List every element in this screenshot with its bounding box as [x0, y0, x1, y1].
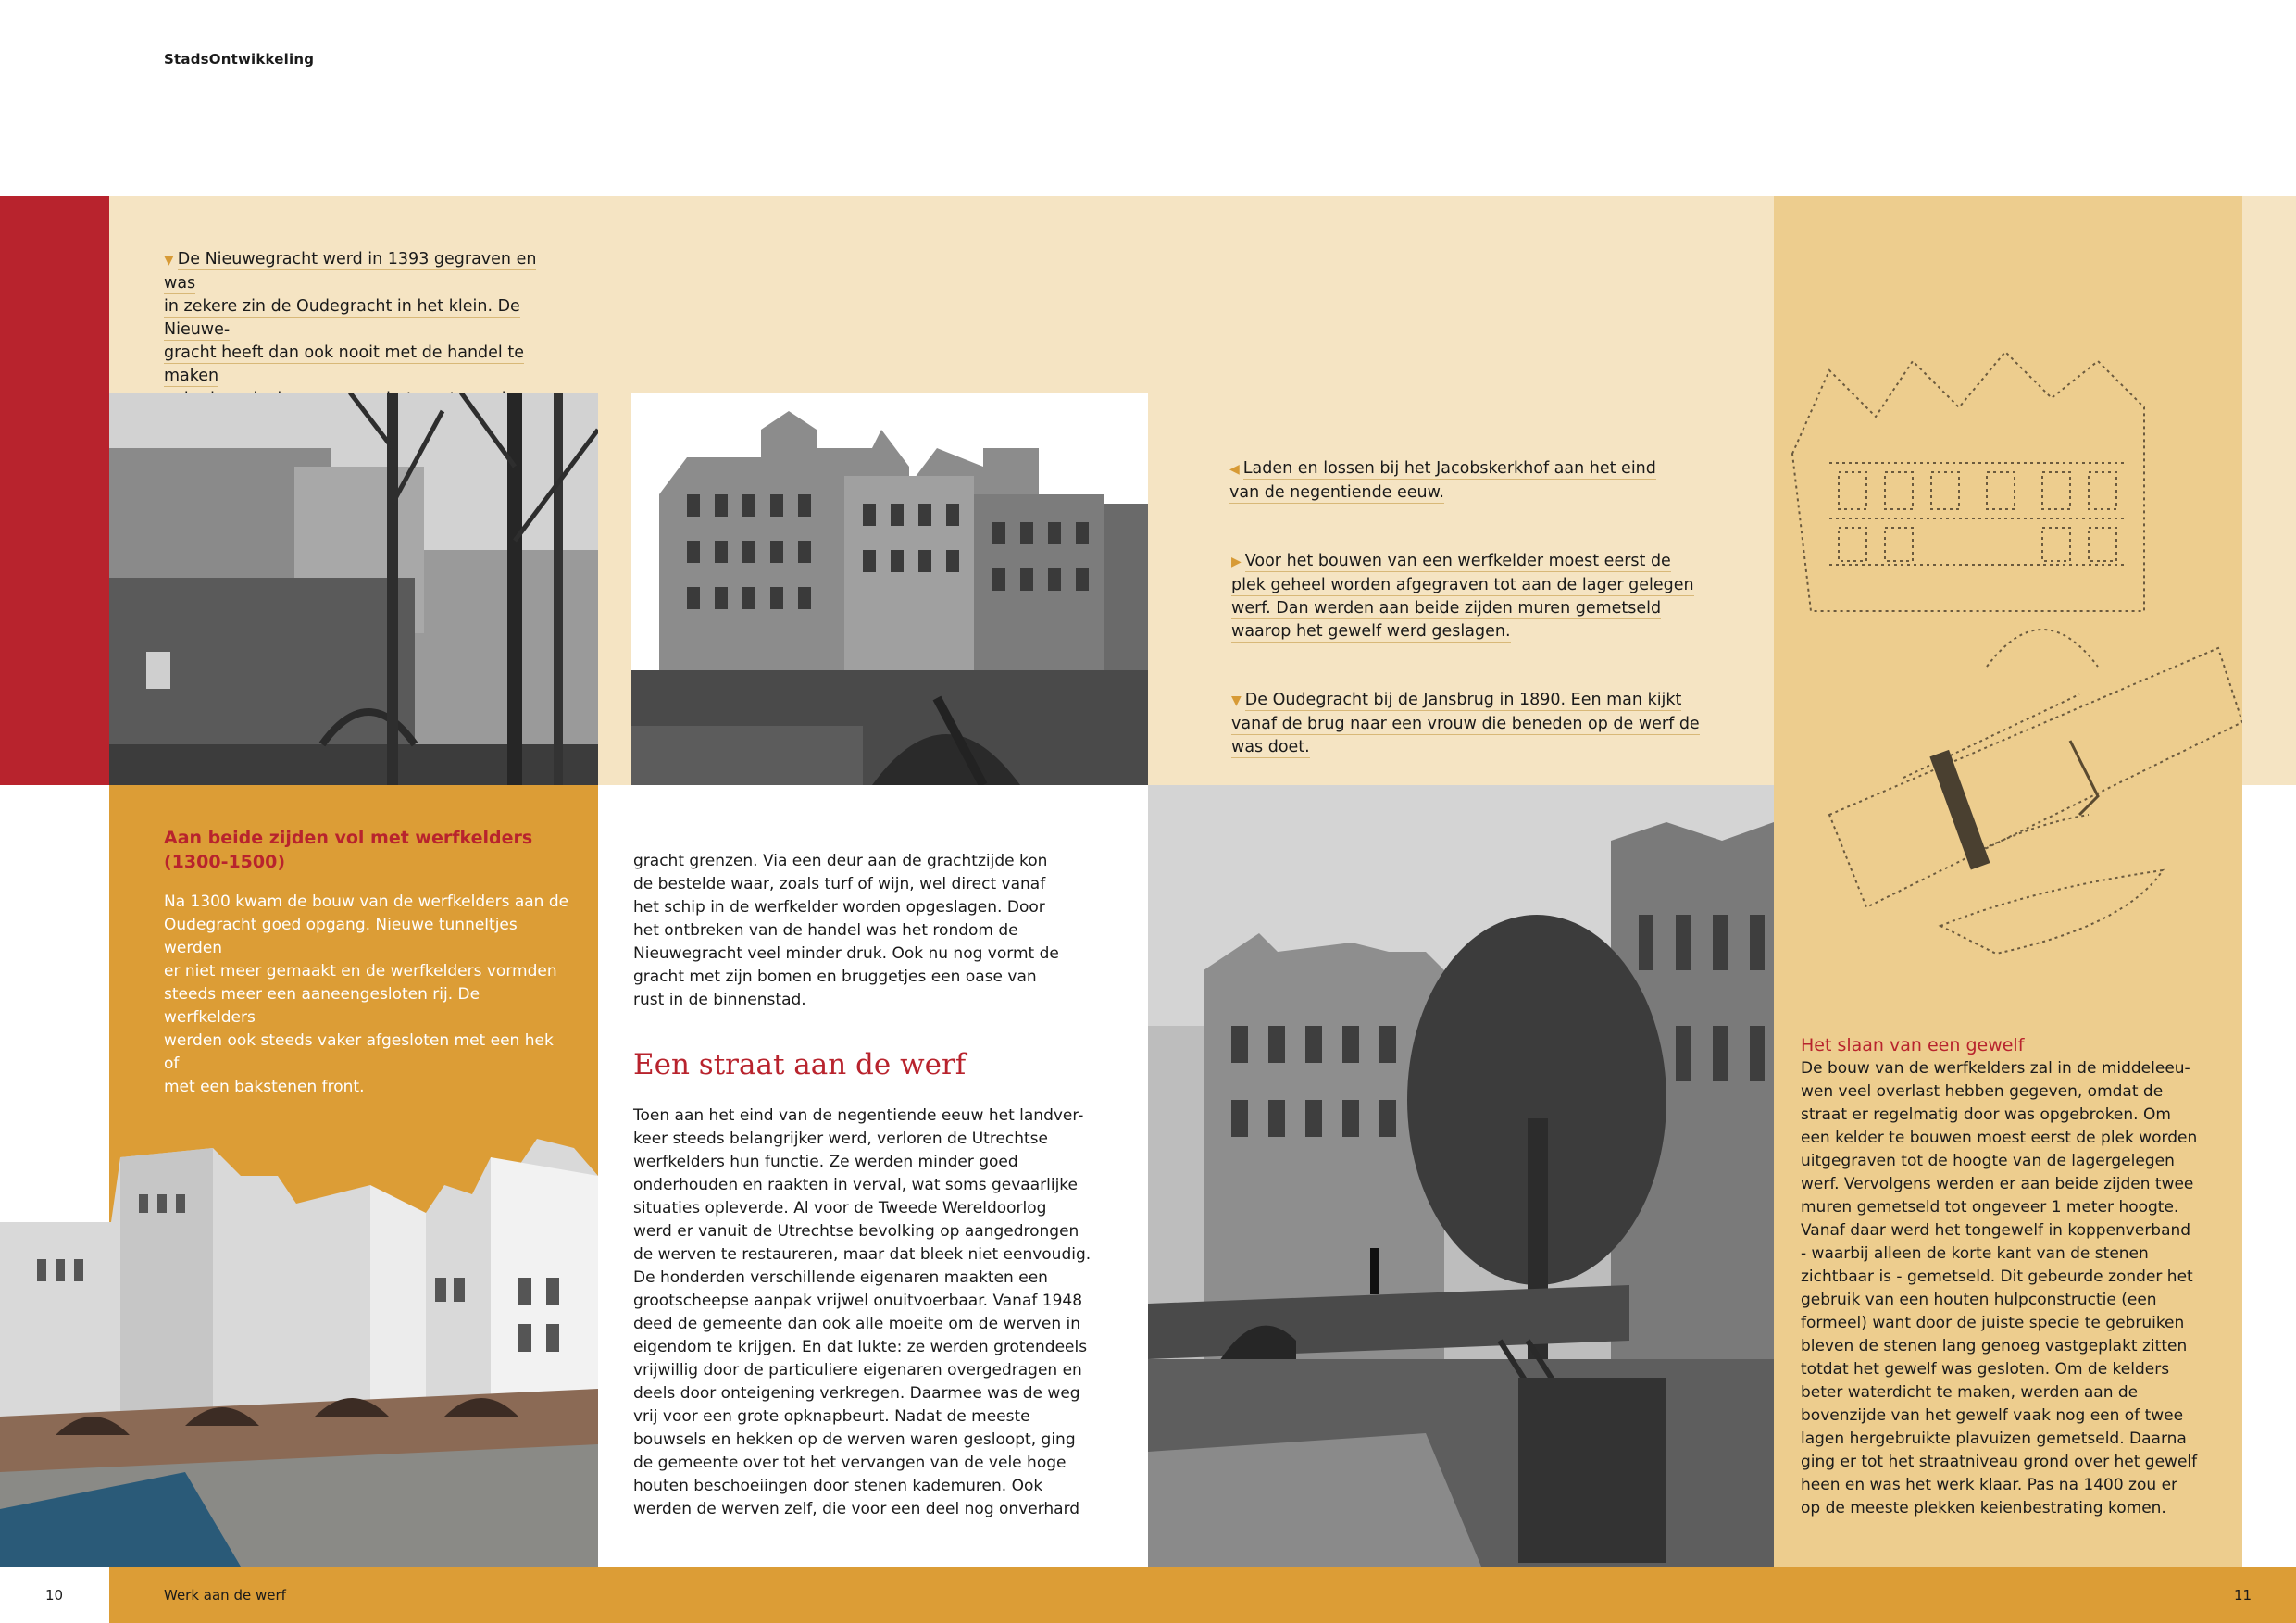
- triangle-left-icon: ◀: [1229, 462, 1240, 477]
- page-number-right: 11: [2234, 1587, 2252, 1604]
- triangle-down-icon: ▼: [164, 253, 174, 268]
- sketch-vault-construction: [1774, 333, 2242, 1018]
- section-heading: Het slaan van een gewelf: [1801, 1035, 2025, 1055]
- section-body: Na 1300 kwam de bouw van de werfkelders aan de Oudegracht goed opgang. Nieuwe tunneltjes werden er niet meer gemaakt en de werfkelders vormden steeds meer een aaneengesloten rij. De werfkelders werden ook steeds vaker afgesloten met een hek of met een bakstenen front.: [164, 893, 569, 1096]
- caption-nieuwegracht: ▼ De Nieuwegracht werd in 1393 gegraven en was in zekere zin de Oudegracht in het klein. De Nieuwe- gracht heeft dan ook nooit met de handel te maken: [164, 248, 571, 434]
- page-number-left: 10: [45, 1587, 64, 1604]
- red-accent-bar: [0, 196, 109, 785]
- body-straat-aan-de-werf: Toen aan het eind van de negentiende eeuw het landver- keer steeds belangrijker werd, verloren de Utrechtse werfkelders hun functie. Ze werden minder goed onderhouden en raakten in verval, wat soms gevaarlijke situaties opleverde. Al voor de Tweede Wereldoorlog werd er vanuit de Utrechtse bevolking op aangedrongen de werven te restaureren, maar dat bleek niet eenvoudig. De honderden verschillende eigenaren maakten een grootscheepse aanpak vrijwel onuitvoerbaar. Vanaf 1948 deed de gemeente dan ook alle moeite om de werven in eigendom te krijgen. En dat lukte: ze werden grotendeels vrijwillig door de particuliere eigenaren overgedragen en deels door onteigening verkregen. Daarmee was de weg vrij voor een grote opknapbeurt. Nadat de meeste bouwsels en hekken op de werven waren gesloopt, ging de gemeente over tot het vervangen van de vele hoge houten beschoeiingen door stenen kademuren. Ook werden de werven zelf, die voor een deel nog onverhard: [633, 1106, 1092, 1518]
- triangle-down-icon: ▼: [1231, 693, 1242, 708]
- triangle-right-icon: ▶: [1231, 555, 1242, 569]
- caption-jansbrug: ▼ De Oudegracht bij de Jansbrug in 1890. Een man kijkt vanaf de brug naar een vrouw die beneden op de werf de was doet.: [1231, 691, 1700, 756]
- photo-jacobskerkhof: [631, 393, 1148, 785]
- section-heading: Aan beide zijden vol met werfkelders: [164, 828, 533, 848]
- section-body: De bouw van de werfkelders zal in de middeleeu- wen veel overlast hebben gegeven, omdat de straat er regelmatig door was opgebroken. Om een kelder te bouwen moest eerst de plek worden uitgegraven tot de hoogte van de lagergelegen werf. Vervolgens werden er aan beide zijden twee muren gemetseld tot ongeveer 1 meter hoogte. Vanaf daar werd het tongewelf in koppenverband - waarbij alleen de korte kant van de stenen zichtbaar is - gemetseld. Dit gebeurde zonder het gebruik van een houten hulpconstructie (een formeel) want door de juiste specie te gebruiken bleven de stenen lang genoeg vastgeplakt zitten totdat het gewelf was gesloten. Om de kelders beter waterdicht te maken, werden aan de bovenzijde van het gewelf vaak nog een of twee lagen hergebruikte plavuizen gemetseld. Daarna ging er tot het straatniveau grond over het gewelf heen en was het werk klaar. Pas na 1400 zou er op de meeste plekken keienbestrating komen.: [1801, 1059, 2198, 1517]
- footer-bar: [109, 1567, 2296, 1623]
- edge-strip: [2242, 196, 2296, 785]
- model-houses-image: [0, 1139, 598, 1567]
- photo-jansbrug: [1148, 785, 1774, 1567]
- section-gewelf: [1801, 1033, 2227, 1520]
- continued-text: gracht grenzen. Via een deur aan de grachtzijde kon de bestelde waar, zoals turf of wijn, wel direct vanaf het schip in de werfkelder worden opgeslagen. Door het ontbreken van de handel was het rondom de Nieuwegracht veel minder druk. Ook nu nog vormt de gracht met zijn bomen en bruggetjes een oase van rust in de binnenstad.: [633, 852, 1059, 1009]
- footer-section-title: Werk aan de werf: [164, 1587, 286, 1604]
- brand-header: StadsOntwikkeling: [164, 51, 315, 68]
- heading-straat-aan-de-werf: Een straat aan de werf: [633, 1048, 967, 1081]
- section-werfkelders: [164, 826, 571, 1099]
- section-heading-years: (1300-1500): [164, 852, 286, 872]
- caption-bouwen: ▶ Voor het bouwen van een werfkelder moest eerst de plek geheel worden afgegraven tot aan de lager gelegen werf. Dan werden aan beide zijden muren gemetseld waarop het gewelf werd geslagen.: [1231, 552, 1694, 641]
- caption-laden: ◀ Laden en lossen bij het Jacobskerkhof aan het eind van de negentiende eeuw.: [1229, 459, 1656, 502]
- photo-nieuwegracht: [109, 393, 598, 785]
